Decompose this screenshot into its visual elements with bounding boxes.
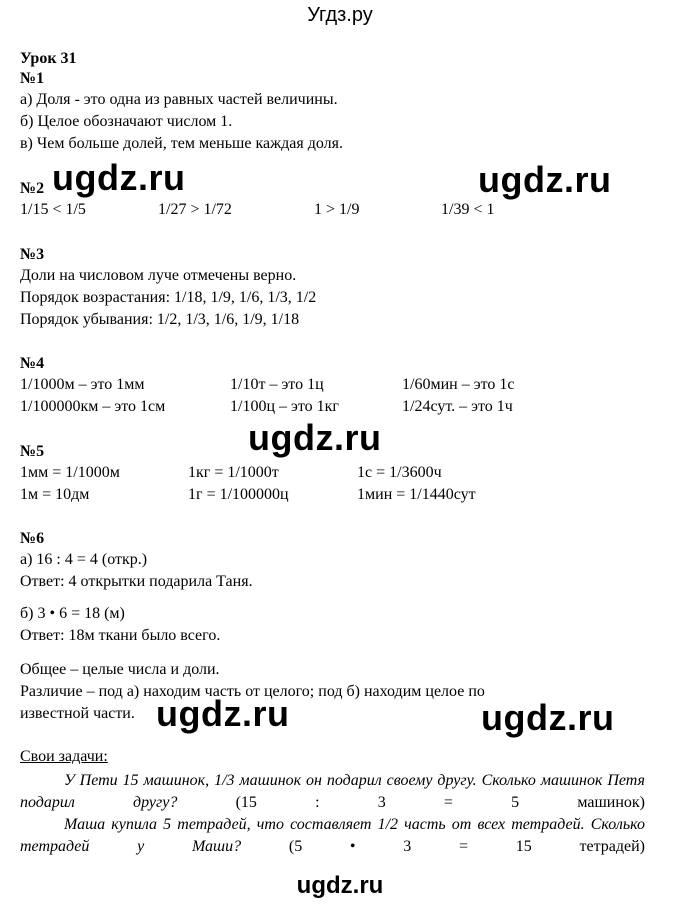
task2-item: 1/39 < 1 (441, 201, 495, 218)
task4-cell: 1/24сут. – это 1ч (402, 398, 513, 415)
task4-cell: 1/1000м – это 1мм (20, 376, 145, 393)
task6-difference: Различие – под а) находим часть от целого; под б) находим целое по (20, 683, 485, 700)
task6-b-answer: Ответ: 18м ткани было всего. (20, 627, 221, 644)
task4-title: №4 (20, 355, 45, 372)
own-task-1-solution: (15 : 3 = 5 машинок) (177, 794, 646, 811)
task3-title: №3 (20, 246, 45, 263)
own-task-2-text: Маша купила 5 тетрадей, что составляет 1/2 часть от всех тетрадей. Сколько тетрадей у Маши? (20, 816, 645, 855)
task1-line-c: в) Чем больше долей, тем меньше каждая доля. (20, 135, 344, 152)
task1-line-a: а) Доля - это одна из равных частей величины. (20, 91, 338, 108)
task6-difference-cont: известной части. (20, 705, 135, 722)
watermark: ugdz.ru (156, 693, 290, 734)
task5-cell: 1мм = 1/1000м (20, 464, 120, 481)
site-header: Угдз.ру (307, 4, 373, 26)
task3-line: Порядок возрастания: 1/18, 1/9, 1/6, 1/3, 1/2 (20, 289, 317, 306)
watermark: ugdz.ru (52, 157, 186, 198)
task1-title: №1 (20, 70, 45, 87)
watermark: ugdz.ru (478, 159, 612, 200)
task4-cell: 1/100000км – это 1см (20, 398, 166, 415)
task5-cell: 1с = 1/3600ч (357, 464, 442, 481)
own-task-2 (20, 814, 645, 858)
watermark: ugdz.ru (481, 697, 615, 738)
own-task-1-text: У Пети 15 машинок, 1/3 машинок он подарил своему другу. Сколько машинок Петя подарил другу? (20, 772, 645, 811)
own-task-2-solution: (5 • 3 = 15 тетрадей) (241, 838, 646, 855)
task4-cell: 1/10т – это 1ц (230, 376, 324, 393)
own-tasks-title: Свои задачи: (20, 748, 108, 765)
lesson-title: Урок 31 (20, 50, 77, 67)
task2-item: 1 > 1/9 (314, 201, 360, 218)
task4-cell: 1/60мин – это 1с (402, 376, 515, 393)
task6-title: №6 (20, 530, 45, 547)
task4-cell: 1/100ц – это 1кг (230, 398, 339, 415)
own-task-1 (20, 770, 645, 814)
task6-common: Общее – целые числа и доли. (20, 661, 220, 678)
watermark: ugdz.ru (248, 417, 382, 458)
task5-cell: 1кг = 1/1000т (188, 464, 279, 481)
task2-title: №2 (20, 180, 45, 197)
task3-line: Порядок убывания: 1/2, 1/3, 1/6, 1/9, 1/18 (20, 311, 300, 328)
task1-line-b: б) Целое обозначают числом 1. (20, 113, 233, 130)
task6-a-expression: а) 16 : 4 = 4 (откр.) (20, 551, 148, 568)
task6-b-expression: б) 3 • 6 = 18 (м) (20, 605, 125, 622)
task5-title: №5 (20, 443, 45, 460)
task2-item: 1/27 > 1/72 (158, 201, 232, 218)
task5-cell: 1м = 10дм (20, 486, 90, 503)
site-footer: ugdz.ru (296, 872, 384, 899)
task5-cell: 1мин = 1/1440сут (357, 486, 476, 503)
task3-line: Доли на числовом луче отмечены верно. (20, 267, 297, 284)
task5-cell: 1г = 1/100000ц (188, 486, 289, 503)
task2-item: 1/15 < 1/5 (20, 201, 86, 218)
task6-a-answer: Ответ: 4 открытки подарила Таня. (20, 573, 253, 590)
